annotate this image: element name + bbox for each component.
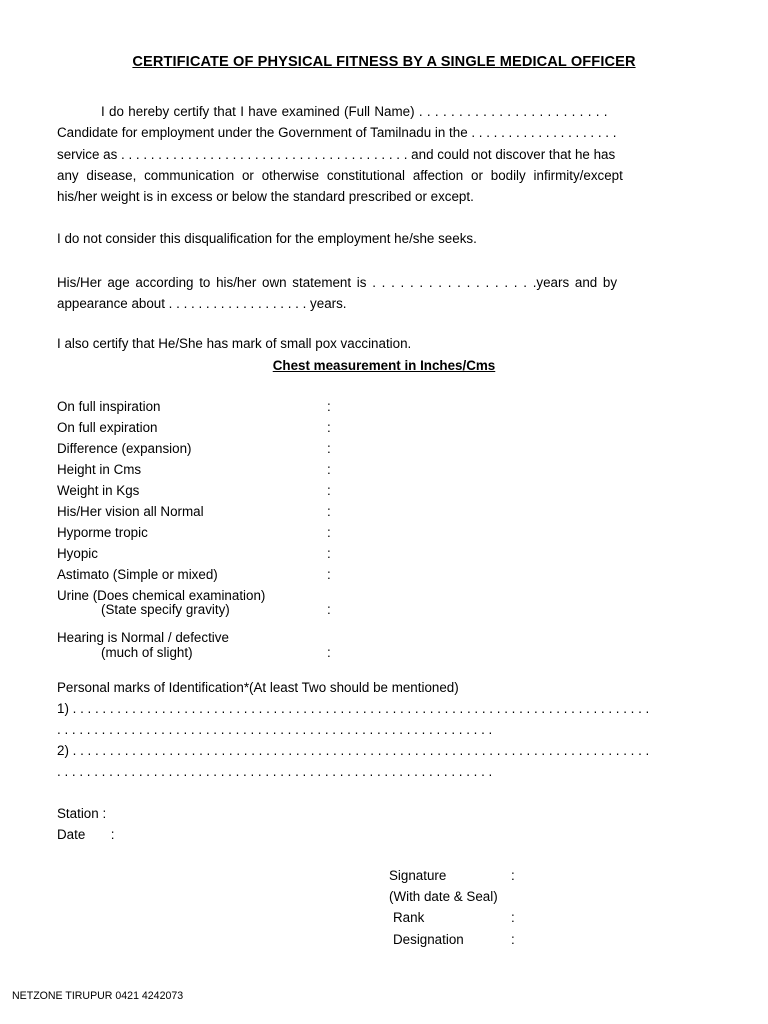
measurement-colon: : <box>327 504 331 519</box>
measurement-label: Hyopic <box>57 546 98 561</box>
hearing-colon: : <box>327 645 331 660</box>
rank-label: Rank <box>393 910 425 925</box>
intro-line-1: I do hereby certify that I have examined (Full Name) . . . . . . . . . . . . . . . . . . . . . . . . <box>101 104 608 119</box>
intro-line-3: service as . . . . . . . . . . . . . . . . . . . . . . . . . . . . . . . . . . . . . . . and could not discover that he has <box>57 146 616 162</box>
identification-mark-1-line-1: 1) . . . . . . . . . . . . . . . . . . . . . . . . . . . . . . . . . . . . . . . . . . . . . . . . . . . . . . . . . . . . . . . . . . . . . . . . . . . . . . <box>57 701 650 716</box>
measurement-label: On full expiration <box>57 420 158 435</box>
measurement-colon: : <box>327 441 331 456</box>
vaccination-statement: I also certify that He/She has mark of small pox vaccination. <box>57 336 412 351</box>
disqualification-statement: I do not consider this disqualification for the employment he/she seeks. <box>57 231 477 246</box>
chest-measurement-heading: Chest measurement in Inches/Cms <box>272 358 496 373</box>
hearing-label: Hearing is Normal / defective <box>57 630 229 645</box>
measurement-label: Astimato (Simple or mixed) <box>57 567 218 582</box>
urine-colon: : <box>327 602 331 617</box>
intro-paragraph <box>57 101 700 207</box>
measurement-colon: : <box>327 525 331 540</box>
certificate-title: CERTIFICATE OF PHYSICAL FITNESS BY A SINGLE MEDICAL OFFICER <box>132 54 636 70</box>
seal-label: (With date & Seal) <box>389 889 498 904</box>
station-label: Station <box>57 806 99 821</box>
measurement-colon: : <box>327 546 331 561</box>
measurement-colon: : <box>327 462 331 477</box>
measurement-label: His/Her vision all Normal <box>57 504 204 519</box>
identification-mark-2-line-1: 2) . . . . . . . . . . . . . . . . . . . . . . . . . . . . . . . . . . . . . . . . . . . . . . . . . . . . . . . . . . . . . . . . . . . . . . . . . . . . . . <box>57 743 650 758</box>
date-field <box>57 827 115 842</box>
date-colon: : <box>110 827 115 842</box>
age-line-2: appearance about . . . . . . . . . . . . . . . . . . . years. <box>57 296 347 312</box>
identification-mark-2-line-2: . . . . . . . . . . . . . . . . . . . . . . . . . . . . . . . . . . . . . . . . . . . . . . . . . . . . . . . . . . . <box>57 764 493 779</box>
measurement-colon: : <box>327 420 331 435</box>
measurement-colon: : <box>327 567 331 582</box>
measurement-label: Weight in Kgs <box>57 483 140 498</box>
urine-label: Urine (Does chemical examination) <box>57 588 266 603</box>
urine-sub-label: (State specify gravity) <box>101 602 230 617</box>
station-field <box>57 806 106 821</box>
intro-line-4: any disease, communication or otherwise constitutional affection or bodily infirmity/except <box>57 167 623 183</box>
identification-heading: Personal marks of Identification*(At least Two should be mentioned) <box>57 680 459 695</box>
rank-colon: : <box>511 910 515 925</box>
footer-text: NETZONE TIRUPUR 0421 4242073 <box>12 990 184 1002</box>
signature-label: Signature <box>389 868 447 883</box>
measurement-label: Difference (expansion) <box>57 441 192 456</box>
measurement-colon: : <box>327 483 331 498</box>
measurement-colon: : <box>327 399 331 414</box>
measurement-label: On full inspiration <box>57 399 161 414</box>
designation-label: Designation <box>393 932 464 947</box>
measurement-label: Hyporme tropic <box>57 525 148 540</box>
intro-line-2: Candidate for employment under the Government of Tamilnadu in the . . . . . . . . . . . . . . . . . . . . <box>57 125 617 141</box>
age-paragraph <box>57 272 700 315</box>
signature-colon: : <box>511 868 515 883</box>
identification-mark-1-line-2: . . . . . . . . . . . . . . . . . . . . . . . . . . . . . . . . . . . . . . . . . . . . . . . . . . . . . . . . . . . <box>57 722 493 737</box>
intro-line-5: his/her weight is in excess or below the standard prescribed or except. <box>57 189 474 205</box>
station-colon: : <box>102 806 107 821</box>
measurement-label: Height in Cms <box>57 462 142 477</box>
age-line-1: His/Her age according to his/her own statement is . . . . . . . . . . . . . . . . . .years and by <box>57 275 618 290</box>
hearing-sub-label: (much of slight) <box>101 645 193 660</box>
date-label: Date <box>57 827 86 842</box>
designation-colon: : <box>511 932 515 947</box>
